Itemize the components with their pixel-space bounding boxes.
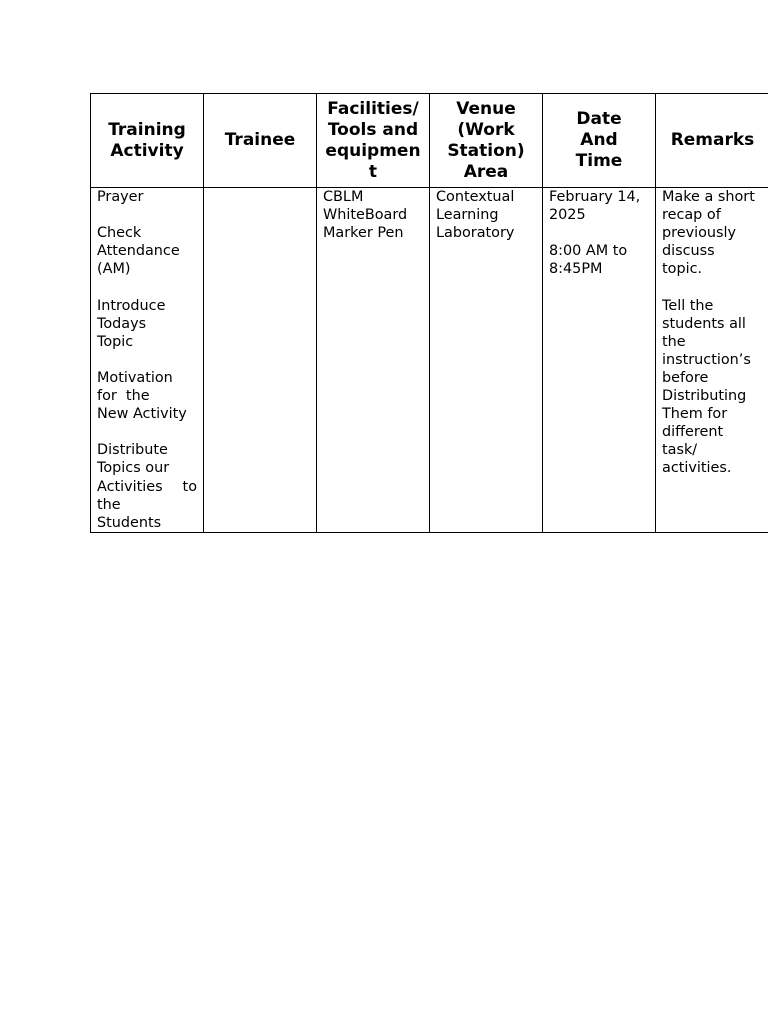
activity-prayer: Prayer bbox=[97, 189, 144, 205]
cell-date-time: February 14, 2025 8:00 AM to 8:45PM bbox=[543, 188, 656, 533]
table-row bbox=[91, 188, 768, 533]
header-trainee: Trainee bbox=[204, 94, 317, 188]
header-date-time: Date And Time bbox=[543, 94, 656, 188]
time-value: 8:00 AM to bbox=[549, 243, 628, 260]
table-header-row bbox=[91, 94, 768, 188]
cell-remarks: Make a short recap of previously discuss topic. Tell the students all the instruction’s before Distributing Them for different task/ activities. bbox=[656, 188, 768, 533]
activity-motivation: Motivation bbox=[97, 369, 173, 386]
activity-introduce-topic: Introduce bbox=[97, 297, 166, 314]
activity-distribute: Distribute bbox=[97, 442, 168, 459]
remark-recap: Make a short bbox=[662, 189, 755, 205]
cell-trainee bbox=[204, 188, 317, 533]
remark-instructions: Tell the bbox=[662, 297, 714, 314]
date-value: February 14, bbox=[549, 189, 641, 205]
training-plan-table bbox=[90, 93, 768, 533]
cell-training-activity: Prayer Check Attendance (AM) Introduce Todays Topic Motivation for the New Activity Distribute Topics our Activities to the Students bbox=[91, 188, 204, 533]
header-facilities: Facilities/ Tools and equipmen t bbox=[317, 94, 430, 188]
header-venue: Venue (Work Station) Area bbox=[430, 94, 543, 188]
header-training-activity: Training Activity bbox=[91, 94, 204, 188]
cell-venue: Contextual Learning Laboratory bbox=[430, 188, 543, 533]
cell-facilities: CBLM WhiteBoard Marker Pen bbox=[317, 188, 430, 533]
activity-check-attendance: Check bbox=[97, 225, 142, 242]
header-remarks: Remarks bbox=[656, 94, 768, 188]
